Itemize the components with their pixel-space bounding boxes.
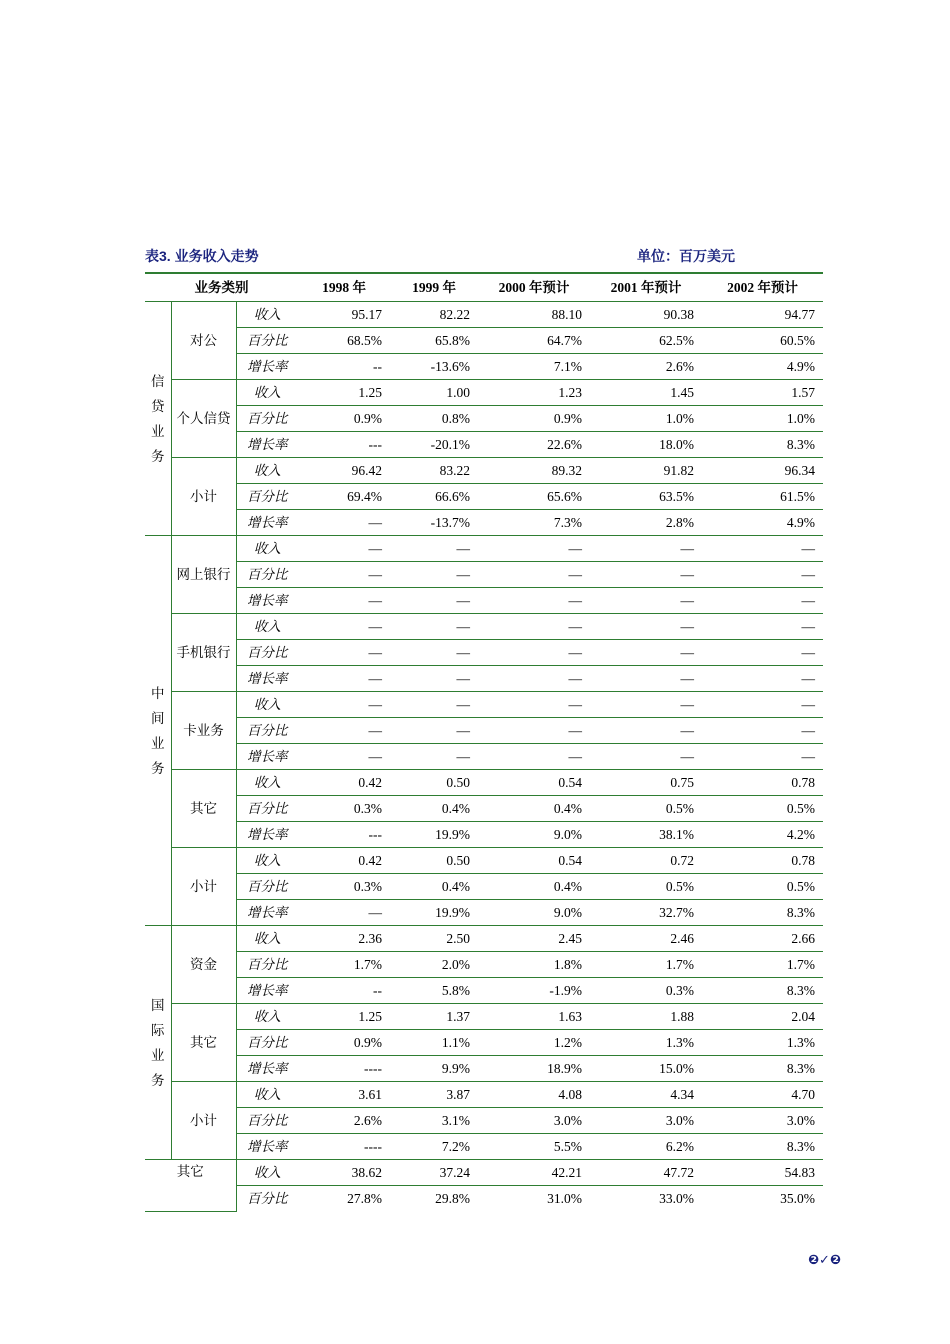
value-cell: 1.25 [298, 380, 390, 406]
value-cell: 1.3% [590, 1030, 702, 1056]
table-row [145, 406, 823, 432]
value-cell: — [702, 614, 823, 640]
value-cell: 1.8% [478, 952, 590, 978]
value-cell: — [298, 666, 390, 692]
value-cell: 0.78 [702, 848, 823, 874]
metric-label: 收入 [236, 1160, 298, 1186]
metric-label: 百分比 [236, 406, 298, 432]
value-cell: — [590, 588, 702, 614]
subcategory-label-text: 手机银行 [176, 645, 231, 660]
value-cell: — [298, 692, 390, 718]
value-cell: --- [298, 432, 390, 458]
metric-label: 增长率 [236, 978, 298, 1004]
table-row [145, 562, 823, 588]
value-cell: — [298, 562, 390, 588]
value-cell: 9.0% [478, 822, 590, 848]
subcategory-label [171, 302, 236, 380]
value-cell: -1.9% [478, 978, 590, 1004]
table-row [145, 796, 823, 822]
value-cell: 65.8% [390, 328, 478, 354]
value-cell: 89.32 [478, 458, 590, 484]
value-cell: 5.8% [390, 978, 478, 1004]
value-cell: — [390, 718, 478, 744]
metric-label: 收入 [236, 302, 298, 328]
subcategory-label [171, 692, 236, 770]
table-row [145, 744, 823, 770]
value-cell: 1.00 [390, 380, 478, 406]
value-cell: 2.46 [590, 926, 702, 952]
metric-label: 收入 [236, 1004, 298, 1030]
metric-label: 百分比 [236, 1030, 298, 1056]
table-row [145, 380, 823, 406]
table-row [145, 1030, 823, 1056]
metric-label: 增长率 [236, 900, 298, 926]
value-cell: 0.9% [298, 1030, 390, 1056]
value-cell: 32.7% [590, 900, 702, 926]
subcategory-label [171, 926, 236, 1004]
value-cell: — [478, 536, 590, 562]
value-cell: — [390, 614, 478, 640]
value-cell: — [590, 640, 702, 666]
value-cell: 2.50 [390, 926, 478, 952]
category-label-text: 国际业务 [151, 997, 165, 1088]
metric-label: 收入 [236, 614, 298, 640]
value-cell: — [702, 718, 823, 744]
value-cell: 15.0% [590, 1056, 702, 1082]
subcategory-label [171, 380, 236, 458]
value-cell: 88.10 [478, 302, 590, 328]
table-row [145, 432, 823, 458]
table-header-bar [145, 246, 823, 266]
metric-label: 增长率 [236, 354, 298, 380]
table-row [145, 614, 823, 640]
subcategory-label [171, 770, 236, 848]
metric-label: 收入 [236, 770, 298, 796]
value-cell: — [478, 640, 590, 666]
value-cell: 1.23 [478, 380, 590, 406]
value-cell: 1.2% [478, 1030, 590, 1056]
subcategory-label-text: 小计 [190, 1113, 217, 1128]
value-cell: — [390, 640, 478, 666]
value-cell: 0.4% [478, 796, 590, 822]
value-cell: 0.42 [298, 848, 390, 874]
value-cell: 1.1% [390, 1030, 478, 1056]
column-header: 2002 年预计 [702, 273, 823, 302]
value-cell: 38.1% [590, 822, 702, 848]
value-cell: — [478, 744, 590, 770]
value-cell: 8.3% [702, 1134, 823, 1160]
value-cell: 3.87 [390, 1082, 478, 1108]
subcategory-label-text: 个人信贷 [176, 411, 231, 426]
header-row [145, 273, 823, 302]
table-row [145, 1134, 823, 1160]
table-row [145, 718, 823, 744]
value-cell: -13.7% [390, 510, 478, 536]
table-row [145, 536, 823, 562]
table-row [145, 302, 823, 328]
value-cell: — [478, 692, 590, 718]
value-cell: 4.70 [702, 1082, 823, 1108]
value-cell: 0.4% [390, 874, 478, 900]
value-cell: 0.9% [478, 406, 590, 432]
value-cell: -13.6% [390, 354, 478, 380]
value-cell: 68.5% [298, 328, 390, 354]
value-cell: 4.34 [590, 1082, 702, 1108]
value-cell: ---- [298, 1134, 390, 1160]
value-cell: 8.3% [702, 1056, 823, 1082]
value-cell: — [702, 666, 823, 692]
column-header: 1998 年 [298, 273, 390, 302]
value-cell: 1.0% [590, 406, 702, 432]
subcategory-label [171, 614, 236, 692]
subcategory-label [171, 1082, 236, 1160]
value-cell: -20.1% [390, 432, 478, 458]
value-cell: — [590, 536, 702, 562]
value-cell: — [590, 692, 702, 718]
table-row [145, 458, 823, 484]
table-row [145, 328, 823, 354]
column-header: 1999 年 [390, 273, 478, 302]
value-cell: — [590, 718, 702, 744]
metric-label: 收入 [236, 536, 298, 562]
value-cell: 6.2% [590, 1134, 702, 1160]
table-row [145, 822, 823, 848]
value-cell: 62.5% [590, 328, 702, 354]
value-cell: -- [298, 978, 390, 1004]
metric-label: 收入 [236, 1082, 298, 1108]
metric-label: 收入 [236, 458, 298, 484]
table-row [145, 666, 823, 692]
value-cell: 96.42 [298, 458, 390, 484]
subcategory-label-text: 其它 [190, 801, 217, 816]
value-cell: — [478, 588, 590, 614]
metric-label: 百分比 [236, 874, 298, 900]
value-cell: — [478, 666, 590, 692]
table-row [145, 1160, 823, 1186]
value-cell: 0.3% [590, 978, 702, 1004]
metric-label: 增长率 [236, 1134, 298, 1160]
page-number: ❷✓❷ [808, 1253, 841, 1268]
value-cell: 22.6% [478, 432, 590, 458]
category-label-text: 中间业务 [151, 685, 165, 776]
value-cell: 0.75 [590, 770, 702, 796]
value-cell: 69.4% [298, 484, 390, 510]
value-cell: 0.42 [298, 770, 390, 796]
value-cell: 2.36 [298, 926, 390, 952]
unit-label: 单位：百万美元 [637, 248, 735, 264]
value-cell: 19.9% [390, 900, 478, 926]
value-cell: 2.8% [590, 510, 702, 536]
value-cell: — [390, 666, 478, 692]
value-cell: — [702, 588, 823, 614]
value-cell: 1.3% [702, 1030, 823, 1056]
subcategory-label [171, 458, 236, 536]
value-cell: 3.1% [390, 1108, 478, 1134]
table-row [145, 354, 823, 380]
value-cell: 0.9% [298, 406, 390, 432]
subcategory-label [171, 536, 236, 614]
value-cell: — [390, 744, 478, 770]
column-header: 业务类别 [145, 273, 298, 302]
value-cell: 65.6% [478, 484, 590, 510]
value-cell: ---- [298, 1056, 390, 1082]
value-cell: 0.5% [702, 874, 823, 900]
value-cell: 96.34 [702, 458, 823, 484]
value-cell: — [702, 692, 823, 718]
value-cell: — [390, 562, 478, 588]
value-cell: 0.72 [590, 848, 702, 874]
metric-label: 百分比 [236, 952, 298, 978]
table-row [145, 900, 823, 926]
value-cell: — [702, 744, 823, 770]
value-cell: 19.9% [390, 822, 478, 848]
value-cell: — [298, 588, 390, 614]
value-cell: 1.57 [702, 380, 823, 406]
value-cell: 0.3% [298, 874, 390, 900]
value-cell: 1.7% [702, 952, 823, 978]
value-cell: — [298, 536, 390, 562]
value-cell: — [702, 536, 823, 562]
value-cell: 0.50 [390, 848, 478, 874]
table-row [145, 1186, 823, 1212]
value-cell: — [702, 640, 823, 666]
value-cell: — [590, 666, 702, 692]
metric-label: 增长率 [236, 744, 298, 770]
value-cell: — [478, 562, 590, 588]
table-row [145, 510, 823, 536]
value-cell: 1.37 [390, 1004, 478, 1030]
value-cell: 4.9% [702, 510, 823, 536]
subcategory-label [171, 1004, 236, 1082]
value-cell: 0.54 [478, 848, 590, 874]
value-cell: 1.25 [298, 1004, 390, 1030]
metric-label: 百分比 [236, 328, 298, 354]
value-cell: — [390, 692, 478, 718]
value-cell: 27.8% [347, 1190, 382, 1206]
value-cell: 18.0% [590, 432, 702, 458]
value-cell: 90.38 [590, 302, 702, 328]
value-cell: 3.0% [590, 1108, 702, 1134]
value-cell: 60.5% [702, 328, 823, 354]
value-cell: -- [298, 354, 390, 380]
value-cell: 0.4% [390, 796, 478, 822]
metric-label: 百分比 [236, 640, 298, 666]
value-cell: 95.17 [298, 302, 390, 328]
metric-label: 增长率 [236, 432, 298, 458]
value-cell: 2.45 [478, 926, 590, 952]
table-row [145, 1004, 823, 1030]
metric-label: 增长率 [236, 510, 298, 536]
revenue-table [145, 272, 823, 1212]
value-cell: 3.61 [298, 1082, 390, 1108]
value-cell: — [298, 614, 390, 640]
metric-label: 百分比 [236, 718, 298, 744]
metric-label: 收入 [236, 926, 298, 952]
value-cell: 35.0% [780, 1190, 815, 1206]
value-cell: 82.22 [390, 302, 478, 328]
value-cell: 33.0% [659, 1190, 694, 1206]
value-cell: 4.08 [478, 1082, 590, 1108]
table-row [145, 1082, 823, 1108]
subcategory-label-text: 小计 [190, 489, 217, 504]
value-cell: 0.78 [702, 770, 823, 796]
metric-label: 百分比 [236, 796, 298, 822]
metric-label: 增长率 [236, 1056, 298, 1082]
value-cell: 8.3% [702, 900, 823, 926]
value-cell: 29.8% [435, 1190, 470, 1206]
value-cell: 54.83 [702, 1160, 823, 1186]
value-cell: 47.72 [590, 1160, 702, 1186]
column-header: 2000 年预计 [478, 273, 590, 302]
table-row [145, 1056, 823, 1082]
value-cell: 0.5% [590, 796, 702, 822]
value-cell: 94.77 [702, 302, 823, 328]
metric-label: 百分比 [236, 1108, 298, 1134]
subcategory-label-text: 卡业务 [183, 723, 224, 738]
value-cell: 0.4% [478, 874, 590, 900]
value-cell: — [590, 562, 702, 588]
value-cell: 2.6% [298, 1108, 390, 1134]
category-label [145, 926, 171, 1160]
metric-label: 收入 [236, 380, 298, 406]
value-cell: 66.6% [390, 484, 478, 510]
value-cell: 91.82 [590, 458, 702, 484]
value-cell: 7.1% [478, 354, 590, 380]
value-cell: 83.22 [390, 458, 478, 484]
value-cell: 61.5% [702, 484, 823, 510]
value-cell: — [390, 588, 478, 614]
value-cell: — [590, 744, 702, 770]
value-cell: 18.9% [478, 1056, 590, 1082]
metric-label: 增长率 [236, 666, 298, 692]
value-cell: 63.5% [590, 484, 702, 510]
metric-label: 百分比 [236, 484, 298, 510]
value-cell: 2.6% [590, 354, 702, 380]
column-header: 2001 年预计 [590, 273, 702, 302]
value-cell: 0.50 [390, 770, 478, 796]
subcategory-label-text: 资金 [190, 957, 217, 972]
value-cell: 1.45 [590, 380, 702, 406]
subcategory-label-text: 网上银行 [176, 567, 231, 582]
value-cell: 1.0% [702, 406, 823, 432]
table-row [145, 848, 823, 874]
value-cell: 2.04 [702, 1004, 823, 1030]
table-row [145, 484, 823, 510]
subcategory-label [171, 848, 236, 926]
table-row [145, 640, 823, 666]
value-cell: 3.0% [478, 1108, 590, 1134]
value-cell: — [478, 614, 590, 640]
table-row [145, 770, 823, 796]
value-cell: 3.0% [702, 1108, 823, 1134]
value-cell: 0.3% [298, 796, 390, 822]
table-row [145, 952, 823, 978]
value-cell: 38.62 [298, 1160, 390, 1186]
metric-label: 百分比 [247, 1190, 288, 1206]
value-cell: 9.0% [478, 900, 590, 926]
metric-label: 百分比 [236, 562, 298, 588]
value-cell: 0.5% [590, 874, 702, 900]
metric-label: 增长率 [236, 588, 298, 614]
value-cell: — [702, 562, 823, 588]
value-cell: 1.7% [590, 952, 702, 978]
value-cell: — [298, 510, 390, 536]
other-business-label: 其它 [145, 1160, 236, 1212]
subcategory-label-text: 小计 [190, 879, 217, 894]
value-cell: — [478, 718, 590, 744]
value-cell: — [590, 614, 702, 640]
value-cell: 31.0% [547, 1190, 582, 1206]
metric-label: 收入 [236, 848, 298, 874]
value-cell: 37.24 [390, 1160, 478, 1186]
value-cell: 4.2% [702, 822, 823, 848]
table-row [145, 978, 823, 1004]
value-cell: 42.21 [478, 1160, 590, 1186]
value-cell: 1.63 [478, 1004, 590, 1030]
table-title: 表3. 业务收入走势 [145, 248, 259, 264]
value-cell: 8.3% [702, 432, 823, 458]
value-cell: — [298, 640, 390, 666]
table-row [145, 588, 823, 614]
table-row [145, 926, 823, 952]
value-cell: 2.0% [390, 952, 478, 978]
metric-label: 增长率 [236, 822, 298, 848]
category-label [145, 302, 171, 536]
category-label [145, 536, 171, 926]
value-cell: — [298, 718, 390, 744]
value-cell: 7.2% [390, 1134, 478, 1160]
subcategory-label-text: 其它 [190, 1035, 217, 1050]
category-label-text: 信贷业务 [151, 373, 165, 464]
value-cell: — [298, 900, 390, 926]
value-cell: — [298, 744, 390, 770]
value-cell: 9.9% [390, 1056, 478, 1082]
value-cell: 4.9% [702, 354, 823, 380]
value-cell: 64.7% [478, 328, 590, 354]
value-cell: 0.8% [390, 406, 478, 432]
value-cell: --- [298, 822, 390, 848]
value-cell: 0.54 [478, 770, 590, 796]
value-cell: 1.88 [590, 1004, 702, 1030]
table-row [145, 874, 823, 900]
subcategory-label-text: 对公 [190, 333, 217, 348]
value-cell: 7.3% [478, 510, 590, 536]
table-row [145, 1108, 823, 1134]
value-cell: 0.5% [702, 796, 823, 822]
metric-label: 收入 [236, 692, 298, 718]
value-cell: 1.7% [298, 952, 390, 978]
value-cell: — [390, 536, 478, 562]
value-cell: 5.5% [478, 1134, 590, 1160]
value-cell: 8.3% [702, 978, 823, 1004]
table-row [145, 692, 823, 718]
value-cell: 2.66 [702, 926, 823, 952]
